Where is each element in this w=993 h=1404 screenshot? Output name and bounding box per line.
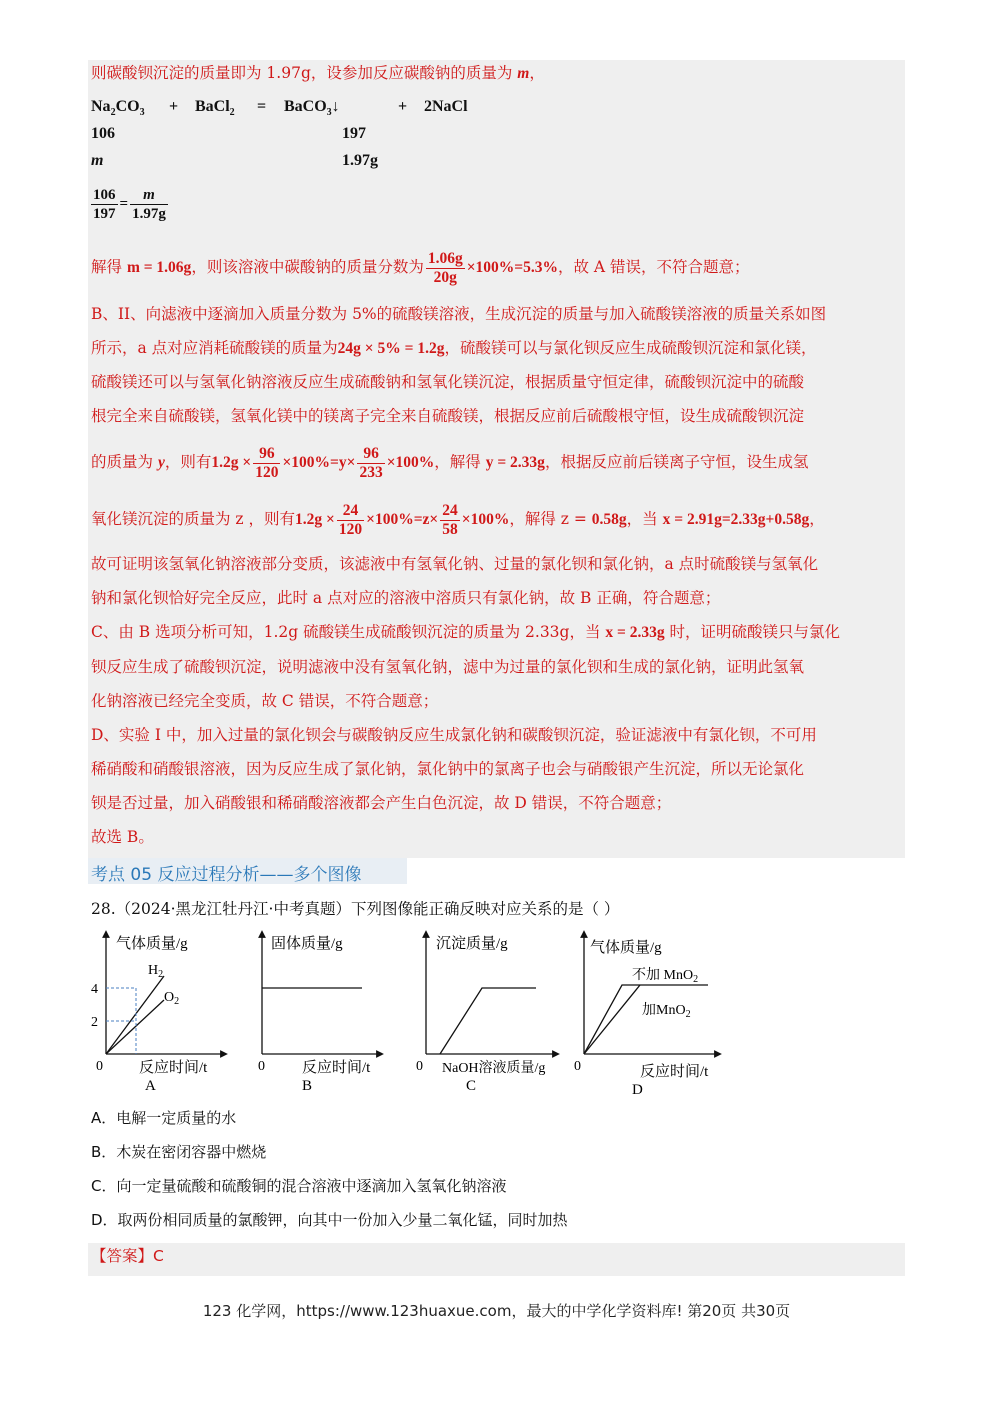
page-footer: 123 化学网，https://www.123huaxue.com，最大的中学化学资料库! 第20页 共30页: [202, 1302, 791, 1320]
chart-b-xlabel: 反应时间/t: [302, 1060, 371, 1076]
chart-a-o2-label: $O_2$: [164, 990, 180, 1007]
option-c-line-2: 钡反应生成了硫酸钡沉淀，说明滤液中没有氢氧化钠，滤中为过量的氯化钡和生成的氯化钠，证明此氢氧: [91, 658, 805, 676]
answer-line: 【答案】C: [91, 1247, 164, 1265]
chart-a-xlabel: 反应时间/t: [139, 1060, 208, 1076]
option-d: D．取两份相同质量的氯酸钾，向其中一份加入少量二氧化锰，同时加热: [91, 1211, 568, 1229]
chart-a-letter: A: [145, 1078, 156, 1094]
chart-d-origin: 0: [574, 1059, 581, 1074]
chart-c-letter: C: [466, 1078, 477, 1094]
option-b-line-8: 钠和氯化钡恰好完全反应，此时 a 点对应的溶液中溶质只有氯化钠，故 B 正确，符合题意；: [91, 589, 721, 607]
chart-d-yes-label: 加MnO$_2$: [642, 1003, 691, 1020]
chart-a-ylabel: 气体质量/g: [116, 936, 188, 952]
chart-d-mno2-line: [584, 985, 640, 1054]
chart-a-h2-label: $H_2$: [148, 963, 164, 980]
chart-a-tick-2: 2: [91, 1015, 98, 1030]
option-b-line-6: 氧化镁沉淀的质量为 z ，则有1.2g × $\frac{24}{120}$ ×100%=z× $\frac{24}{58}$ ×100%，解得 z = 0.58g，当 x = 2.91g=2.33g+0.58g，: [91, 501, 825, 538]
option-a: A．电解一定质量的水: [91, 1109, 237, 1127]
option-b-line-4: 根完全来自硫酸镁，氢氧化镁中的镁离子完全来自硫酸镁，根据反应前后硫酸根守恒，设生成硫酸钡沉淀: [91, 407, 805, 425]
solution-line-1: 则碳酸钡沉淀的质量即为 1.97g，设参加反应碳酸钠的质量为 m，: [91, 64, 545, 82]
option-b-line-7: 故可证明该氢氧化钠溶液部分变质，该滤液中有氢氧化钠、过量的氯化钡和氯化钠，a 点时硫酸镁与氢氧化: [91, 555, 819, 573]
question-stem: 28.（2024·黑龙江牡丹江·中考真题）下列图像能正确反映对应关系的是（ ）: [91, 900, 620, 918]
chart-a-o2-line: [106, 1000, 164, 1054]
chart-c: [416, 934, 556, 1094]
equation-row-2-col2: 1.97g: [342, 152, 378, 169]
section-heading: 考点 05 反应过程分析——多个图像: [91, 865, 362, 885]
option-b-line-3: 硫酸镁还可以与氢氧化钠溶液反应生成硫酸钠和氢氧化镁沉淀，根据质量守恒定律，硫酸钡沉淀中的硫酸: [91, 373, 805, 391]
solution-line-solve-m: 解得 m = 1.06g，则该溶液中碳酸钠的质量分数为 $\frac{1.06g}{20g}$ ×100%=5.3%，故 A 错误，不符合题意；: [91, 249, 750, 286]
option-b: B．木炭在密闭容器中燃烧: [91, 1143, 267, 1161]
option-d-line-1: D、实验 I 中，加入过量的氯化钡会与碳酸钠反应生成氯化钠和碳酸钡沉淀，验证滤液中有氯化钡，不可用: [91, 726, 817, 744]
chart-c-origin: 0: [416, 1059, 423, 1074]
question-charts: [0, 920, 993, 1100]
option-c-line-3: 化钠溶液已经完全变质，故 C 错误，不符合题意；: [91, 692, 439, 710]
option-c: C．向一定量硫酸和硫酸铜的混合溶液中逐滴加入氢氧化钠溶液: [91, 1177, 507, 1195]
answer-block: [88, 1243, 905, 1276]
chart-b-ylabel: 固体质量/g: [271, 936, 343, 952]
chart-c-ylabel: 沉淀质量/g: [436, 936, 508, 952]
chart-d-letter: D: [632, 1082, 643, 1098]
chart-d-ylabel: 气体质量/g: [590, 940, 662, 956]
chart-a-h2-line: [106, 976, 164, 1054]
chart-a-origin: 0: [96, 1059, 103, 1074]
equation-row-1: 106: [91, 125, 115, 142]
chart-c-line: [440, 988, 536, 1054]
equation-row-1-col2: 197: [342, 125, 366, 142]
option-b-line-5: 的质量为 y，则有1.2g × $\frac{96}{120}$ ×100%=y× $\frac{96}{233}$ ×100%，解得 y = 2.33g，根据反应前后镁离子守恒，设生成氢: [91, 444, 809, 481]
final-choice: 故选 B。: [91, 828, 154, 846]
chart-a-tick-4: 4: [91, 982, 98, 997]
option-d-line-3: 钡是否过量，加入硝酸银和稀硝酸溶液都会产生白色沉淀，故 D 错误，不符合题意；: [91, 794, 672, 812]
option-c-line-1: C、由 B 选项分析可知，1.2g 硫酸镁生成硫酸钡沉淀的质量为 2.33g，当 x = 2.33g 时，证明硫酸镁只与氯化: [91, 623, 841, 641]
option-d-line-2: 稀硝酸和硝酸银溶液，因为反应生成了氯化钠，氯化钠中的氯离子也会与硝酸银产生沉淀，所以无论氯化: [91, 760, 805, 778]
option-b-line-2: 所示，a 点对应消耗硫酸镁的质量为24g × 5% = 1.2g，硫酸镁可以与氯化钡反应生成硫酸钡沉淀和氯化镁，: [91, 339, 817, 357]
chart-d-xlabel: 反应时间/t: [640, 1064, 709, 1080]
chart-c-xlabel: NaOH溶液质量/g: [442, 1061, 546, 1076]
chart-a: [91, 934, 224, 1094]
proportion: $\frac{106}{197}$ = $\frac{m}{1.97g}$: [93, 187, 166, 222]
chart-b: [258, 934, 380, 1094]
chart-b-letter: B: [302, 1078, 313, 1094]
chart-d-no-label: 不加 MnO$_2$: [632, 968, 699, 985]
chart-d: [574, 934, 718, 1098]
chemical-equation: $Na_2CO_3$ + BaCl$_2$ = BaCO$_3$↓ + 2NaCl: [91, 98, 468, 119]
equation-row-2: m: [91, 152, 104, 169]
chart-b-origin: 0: [258, 1059, 265, 1074]
option-b-line-1: B、II、向滤液中逐滴加入质量分数为 5%的硫酸镁溶液，生成沉淀的质量与加入硫酸镁溶液的质量关系如图: [91, 305, 827, 323]
